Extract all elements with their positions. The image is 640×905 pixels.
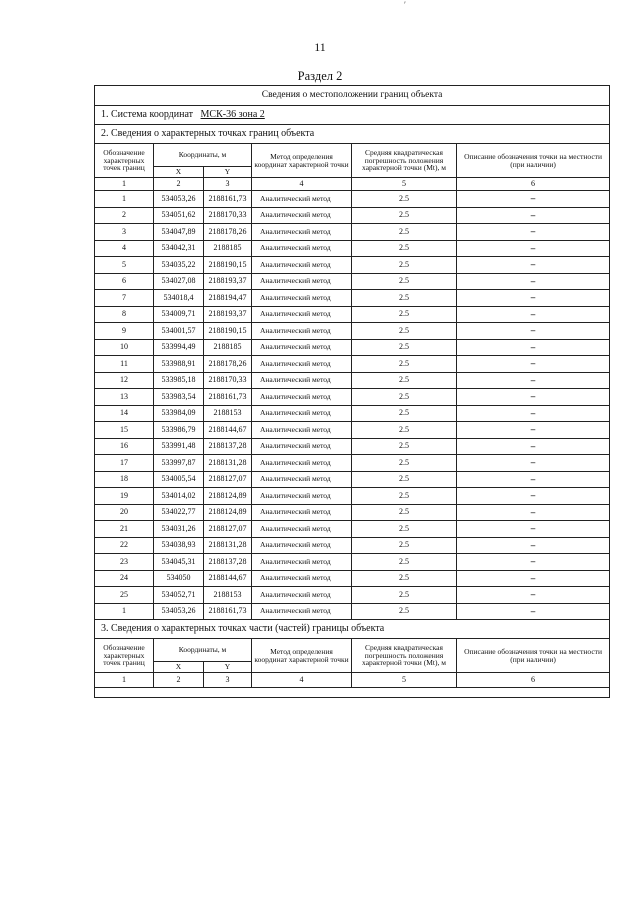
col-number: 6 (457, 178, 610, 191)
accuracy-cell: 2.5 (352, 207, 457, 224)
table-row (95, 290, 610, 307)
col-number: 3 (204, 673, 252, 688)
description-cell: – (457, 207, 610, 224)
accuracy-cell: 2.5 (352, 570, 457, 587)
coord-x-cell: 534009,71 (154, 306, 204, 323)
coord-y-cell: 2188161,73 (204, 389, 252, 406)
coord-y-cell: 2188124,89 (204, 488, 252, 505)
coord-system-row (95, 106, 610, 125)
coord-y-cell: 2188137,28 (204, 438, 252, 455)
coord-y-cell: 2188127,07 (204, 471, 252, 488)
method-cell: Аналитический метод (252, 570, 352, 587)
coord-x-cell: 534014,02 (154, 488, 204, 505)
col-header-x: X (154, 662, 204, 673)
coord-x-cell: 534053,26 (154, 603, 204, 620)
col-number: 6 (457, 673, 610, 688)
point-id-cell: 14 (95, 405, 154, 422)
coord-y-cell: 2188153 (204, 587, 252, 604)
point-id-cell: 17 (95, 455, 154, 472)
method-cell: Аналитический метод (252, 405, 352, 422)
description-cell: – (457, 554, 610, 571)
description-cell: – (457, 603, 610, 620)
coord-x-cell: 534005,54 (154, 471, 204, 488)
coord-y-cell: 2188153 (204, 405, 252, 422)
coord-x-cell: 533985,18 (154, 372, 204, 389)
coord-x-cell: 533991,48 (154, 438, 204, 455)
table-row (95, 504, 610, 521)
description-cell: – (457, 488, 610, 505)
col-header-y: Y (204, 167, 252, 178)
coord-x-cell: 534018,4 (154, 290, 204, 307)
coord-x-cell: 533997,87 (154, 455, 204, 472)
accuracy-cell: 2.5 (352, 554, 457, 571)
point-id-cell: 6 (95, 273, 154, 290)
col-number: 4 (252, 178, 352, 191)
point-id-cell: 21 (95, 521, 154, 538)
table-row (95, 240, 610, 257)
point-id-cell: 3 (95, 224, 154, 241)
table-row (95, 587, 610, 604)
accuracy-cell: 2.5 (352, 372, 457, 389)
col-number: 1 (95, 178, 154, 191)
coord-x-cell: 534047,89 (154, 224, 204, 241)
method-cell: Аналитический метод (252, 191, 352, 208)
coord-x-cell: 534031,26 (154, 521, 204, 538)
method-cell: Аналитический метод (252, 339, 352, 356)
table-row (95, 207, 610, 224)
method-cell: Аналитический метод (252, 603, 352, 620)
boundary-table (94, 85, 610, 698)
coord-x-cell: 534045,31 (154, 554, 204, 571)
empty-row (95, 688, 610, 698)
accuracy-cell: 2.5 (352, 603, 457, 620)
point-id-cell: 19 (95, 488, 154, 505)
coord-y-cell: 2188144,67 (204, 570, 252, 587)
col-header-method: Метод определения координат характерной точки (252, 639, 352, 673)
col-header-method: Метод определения координат характерной точки (252, 144, 352, 178)
col-header-point: Обозначение характерных точек границ (95, 639, 154, 673)
description-cell: – (457, 438, 610, 455)
coord-y-cell: 2188131,28 (204, 455, 252, 472)
accuracy-cell: 2.5 (352, 191, 457, 208)
coord-x-cell: 534053,26 (154, 191, 204, 208)
description-cell: – (457, 389, 610, 406)
accuracy-cell: 2.5 (352, 290, 457, 307)
block3-title: 3. Сведения о характерных точках части (частей) границы объекта (95, 620, 610, 639)
coord-x-cell: 534027,08 (154, 273, 204, 290)
point-id-cell: 12 (95, 372, 154, 389)
col-header-description: Описание обозначения точки на местности (при наличии) (457, 639, 610, 673)
accuracy-cell: 2.5 (352, 257, 457, 274)
coord-y-cell: 2188161,73 (204, 191, 252, 208)
table-row (95, 570, 610, 587)
point-id-cell: 24 (95, 570, 154, 587)
coord-system-value: МСК-36 зона 2 (200, 108, 265, 120)
method-cell: Аналитический метод (252, 207, 352, 224)
coord-y-cell: 2188144,67 (204, 422, 252, 439)
point-id-cell: 9 (95, 323, 154, 340)
column-number-row (95, 673, 610, 688)
accuracy-cell: 2.5 (352, 389, 457, 406)
page-number: 11 (314, 40, 326, 54)
coord-y-cell: 2188131,28 (204, 537, 252, 554)
point-id-cell: 1 (95, 191, 154, 208)
method-cell: Аналитический метод (252, 504, 352, 521)
coord-y-cell: 2188190,15 (204, 323, 252, 340)
coord-x-cell: 533986,79 (154, 422, 204, 439)
method-cell: Аналитический метод (252, 290, 352, 307)
accuracy-cell: 2.5 (352, 438, 457, 455)
table-title: Сведения о местоположении границ объекта (95, 86, 610, 106)
accuracy-cell: 2.5 (352, 356, 457, 373)
col-header-accuracy: Средняя квадратическая погрешность положения характерной точки (Mt), м (352, 144, 457, 178)
coord-y-cell: 2188161,73 (204, 603, 252, 620)
description-cell: – (457, 405, 610, 422)
coord-y-cell: 2188127,07 (204, 521, 252, 538)
coord-x-cell: 534022,77 (154, 504, 204, 521)
block2-title: 2. Сведения о характерных точках границ объекта (95, 125, 610, 144)
accuracy-cell: 2.5 (352, 405, 457, 422)
table-row (95, 273, 610, 290)
description-cell: – (457, 356, 610, 373)
col-number: 2 (154, 178, 204, 191)
coord-y-cell: 2188124,89 (204, 504, 252, 521)
coord-x-cell: 533983,54 (154, 389, 204, 406)
column-number-row (95, 178, 610, 191)
accuracy-cell: 2.5 (352, 521, 457, 538)
accuracy-cell: 2.5 (352, 455, 457, 472)
table-row (95, 537, 610, 554)
method-cell: Аналитический метод (252, 224, 352, 241)
method-cell: Аналитический метод (252, 554, 352, 571)
accuracy-cell: 2.5 (352, 488, 457, 505)
method-cell: Аналитический метод (252, 488, 352, 505)
point-id-cell: 22 (95, 537, 154, 554)
coord-x-cell: 533994,49 (154, 339, 204, 356)
coord-x-cell: 534052,71 (154, 587, 204, 604)
table-row (95, 554, 610, 571)
point-id-cell: 7 (95, 290, 154, 307)
method-cell: Аналитический метод (252, 323, 352, 340)
coord-x-cell: 534051,62 (154, 207, 204, 224)
coord-y-cell: 2188137,28 (204, 554, 252, 571)
description-cell: – (457, 240, 610, 257)
accuracy-cell: 2.5 (352, 422, 457, 439)
method-cell: Аналитический метод (252, 306, 352, 323)
description-cell: – (457, 455, 610, 472)
point-id-cell: 8 (95, 306, 154, 323)
method-cell: Аналитический метод (252, 389, 352, 406)
accuracy-cell: 2.5 (352, 537, 457, 554)
point-id-cell: 10 (95, 339, 154, 356)
method-cell: Аналитический метод (252, 273, 352, 290)
coord-system-label: 1. Система координат (101, 108, 194, 120)
table-row (95, 488, 610, 505)
col-header-accuracy: Средняя квадратическая погрешность положения характерной точки (Mt), м (352, 639, 457, 673)
point-id-cell: 16 (95, 438, 154, 455)
method-cell: Аналитический метод (252, 587, 352, 604)
method-cell: Аналитический метод (252, 372, 352, 389)
description-cell: – (457, 587, 610, 604)
coord-x-cell: 533984,09 (154, 405, 204, 422)
description-cell: – (457, 191, 610, 208)
point-id-cell: 15 (95, 422, 154, 439)
accuracy-cell: 2.5 (352, 273, 457, 290)
accuracy-cell: 2.5 (352, 240, 457, 257)
col-header-x: X (154, 167, 204, 178)
table-row (95, 339, 610, 356)
col-header-coords: Координаты, м (154, 144, 252, 167)
method-cell: Аналитический метод (252, 240, 352, 257)
accuracy-cell: 2.5 (352, 224, 457, 241)
description-cell: – (457, 504, 610, 521)
point-id-cell: 20 (95, 504, 154, 521)
coord-x-cell: 534038,93 (154, 537, 204, 554)
coord-y-cell: 2188178,26 (204, 224, 252, 241)
accuracy-cell: 2.5 (352, 504, 457, 521)
coord-y-cell: 2188190,15 (204, 257, 252, 274)
accuracy-cell: 2.5 (352, 339, 457, 356)
accuracy-cell: 2.5 (352, 471, 457, 488)
point-id-cell: 4 (95, 240, 154, 257)
table-row (95, 224, 610, 241)
method-cell: Аналитический метод (252, 422, 352, 439)
coord-y-cell: 2188185 (204, 240, 252, 257)
col-header-coords: Координаты, м (154, 639, 252, 662)
point-id-cell: 5 (95, 257, 154, 274)
description-cell: – (457, 306, 610, 323)
table-row (95, 191, 610, 208)
accuracy-cell: 2.5 (352, 323, 457, 340)
description-cell: – (457, 372, 610, 389)
coord-y-cell: 2188193,37 (204, 306, 252, 323)
description-cell: – (457, 339, 610, 356)
table-row (95, 405, 610, 422)
col-header-description: Описание обозначения точки на местности (при наличии) (457, 144, 610, 178)
point-id-cell: 1 (95, 603, 154, 620)
accuracy-cell: 2.5 (352, 587, 457, 604)
point-id-cell: 23 (95, 554, 154, 571)
coord-y-cell: 2188185 (204, 339, 252, 356)
table-row (95, 471, 610, 488)
description-cell: – (457, 422, 610, 439)
method-cell: Аналитический метод (252, 257, 352, 274)
method-cell: Аналитический метод (252, 521, 352, 538)
empty-cell (95, 688, 610, 698)
col-number: 2 (154, 673, 204, 688)
point-id-cell: 25 (95, 587, 154, 604)
col-number: 4 (252, 673, 352, 688)
table-row (95, 455, 610, 472)
method-cell: Аналитический метод (252, 471, 352, 488)
table-row (95, 603, 610, 620)
description-cell: – (457, 471, 610, 488)
col-header-point: Обозначение характерных точек границ (95, 144, 154, 178)
description-cell: – (457, 290, 610, 307)
description-cell: – (457, 224, 610, 241)
table-row (95, 323, 610, 340)
table-row (95, 356, 610, 373)
coord-x-cell: 534001,57 (154, 323, 204, 340)
table-row (95, 422, 610, 439)
method-cell: Аналитический метод (252, 356, 352, 373)
col-number: 5 (352, 673, 457, 688)
coord-y-cell: 2188193,37 (204, 273, 252, 290)
coord-x-cell: 533988,91 (154, 356, 204, 373)
table-row (95, 389, 610, 406)
col-number: 5 (352, 178, 457, 191)
description-cell: – (457, 273, 610, 290)
coord-y-cell: 2188194,47 (204, 290, 252, 307)
col-header-y: Y (204, 662, 252, 673)
method-cell: Аналитический метод (252, 537, 352, 554)
col-number: 3 (204, 178, 252, 191)
coord-y-cell: 2188178,26 (204, 356, 252, 373)
table-row (95, 306, 610, 323)
table-row (95, 372, 610, 389)
description-cell: – (457, 323, 610, 340)
point-id-cell: 11 (95, 356, 154, 373)
table-row (95, 438, 610, 455)
section-title: Раздел 2 (297, 69, 343, 83)
point-id-cell: 2 (95, 207, 154, 224)
coord-x-cell: 534050 (154, 570, 204, 587)
coord-y-cell: 2188170,33 (204, 372, 252, 389)
table-row (95, 257, 610, 274)
point-id-cell: 18 (95, 471, 154, 488)
method-cell: Аналитический метод (252, 455, 352, 472)
coord-x-cell: 534035,22 (154, 257, 204, 274)
coord-y-cell: 2188170,33 (204, 207, 252, 224)
description-cell: – (457, 257, 610, 274)
point-id-cell: 13 (95, 389, 154, 406)
table-row (95, 521, 610, 538)
description-cell: – (457, 570, 610, 587)
scan-mark: ′ (404, 0, 406, 10)
method-cell: Аналитический метод (252, 438, 352, 455)
accuracy-cell: 2.5 (352, 306, 457, 323)
coord-x-cell: 534042,31 (154, 240, 204, 257)
description-cell: – (457, 537, 610, 554)
col-number: 1 (95, 673, 154, 688)
description-cell: – (457, 521, 610, 538)
